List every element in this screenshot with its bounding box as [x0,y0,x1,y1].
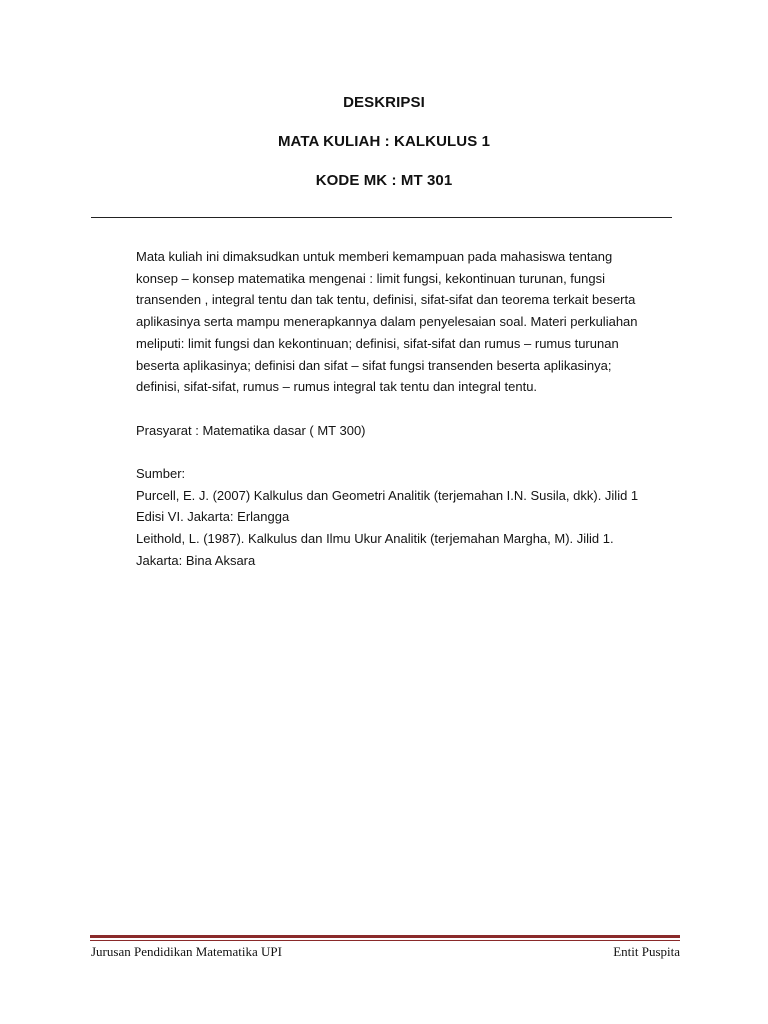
description-line: Mata kuliah ini dimaksudkan untuk memberi kemampuan pada mahasiswa tentang [136,249,613,264]
header-divider [91,217,672,218]
course-description [136,246,666,398]
sources-label: Sumber: [136,466,186,481]
course-name: MATA KULIAH : KALKULUS 1 [277,133,491,150]
description-line: transenden , integral tentu dan tak tentu, definisi, sifat-sifat dan teorema terkait beserta [136,292,636,308]
prerequisite: Prasyarat : Matematika dasar ( MT 300) [136,423,366,438]
footer-divider-thin [90,940,680,941]
source-line: Jakarta: Bina Aksara [136,552,256,568]
course-code: KODE MK : MT 301 [315,172,453,189]
footer-department: Jurusan Pendidikan Matematika UPI [91,944,282,959]
sources-section [136,463,666,572]
footer-divider-thick [90,935,680,938]
description-line: konsep – konsep matematika mengenai : limit fungsi, kekontinuan turunan, fungsi [136,270,605,286]
source-line: Edisi VI. Jakarta: Erlangga [136,509,290,525]
document-title: DESKRIPSI [343,94,425,111]
source-line: Leithold, L. (1987). Kalkulus dan Ilmu Ukur Analitik (terjemahan Margha, M). Jilid 1. [136,531,614,547]
description-line: meliputi: limit fungsi dan kekontinuan; definisi, sifat-sifat dan rumus – rumus turunan [136,335,619,351]
description-line: beserta aplikasinya; definisi dan sifat – sifat fungsi transenden beserta aplikasinya; [136,357,612,373]
description-line: aplikasinya serta mampu menerapkannya dalam penyelesaian soal. Materi perkuliahan [136,314,638,330]
footer-author: Entit Puspita [613,944,680,959]
source-line: Purcell, E. J. (2007) Kalkulus dan Geometri Analitik (terjemahan I.N. Susila, dkk). Jilid 1 [136,487,639,503]
description-line: definisi, sifat-sifat, rumus – rumus integral tak tentu dan integral tentu. [136,379,538,395]
